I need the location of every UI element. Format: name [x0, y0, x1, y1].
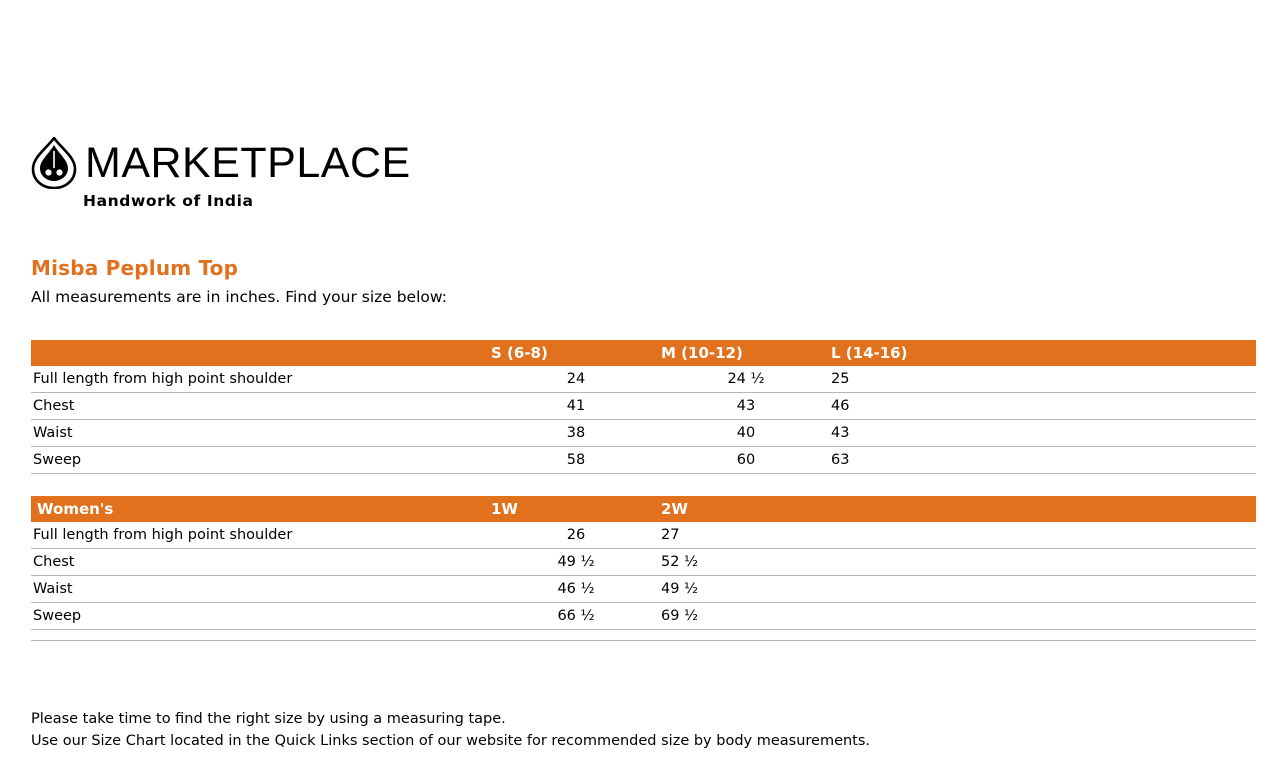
brand-logo [31, 137, 411, 210]
cell-value: 46 [831, 393, 1256, 420]
table-row [31, 576, 1256, 603]
cell-empty [831, 522, 1256, 549]
table-row [31, 366, 1256, 393]
cell-empty [31, 630, 491, 641]
row-label: Full length from high point shoulder [31, 522, 491, 549]
cell-value: 66 ½ [491, 603, 661, 630]
table-row [31, 420, 1256, 447]
cell-value: 25 [831, 366, 1256, 393]
brand-name: MARKETPLACE [85, 139, 411, 187]
logo-row [31, 137, 411, 189]
footnote-size-chart-link: Use our Size Chart located in the Quick Links section of our website for recommended size by body measurements. [31, 733, 871, 749]
brand-tagline: Handwork of India [83, 192, 254, 210]
page-title: Misba Peplum Top [31, 256, 239, 280]
table-row [31, 447, 1256, 474]
cell-empty [491, 630, 661, 641]
cell-value: 46 ½ [491, 576, 661, 603]
row-label: Waist [31, 576, 491, 603]
table-row [31, 549, 1256, 576]
page-subtitle: All measurements are in inches. Find your size below: [31, 288, 447, 306]
cell-empty [831, 549, 1256, 576]
cell-value: 60 [661, 447, 831, 474]
cell-value: 49 ½ [491, 549, 661, 576]
table-row [31, 522, 1256, 549]
cell-value: 26 [491, 522, 661, 549]
table-row [31, 393, 1256, 420]
table-footer-rule [31, 630, 1256, 641]
cell-value: 27 [661, 522, 831, 549]
column-header-2w: 2W [661, 496, 831, 522]
size-table-main [31, 340, 1256, 474]
row-label: Sweep [31, 447, 491, 474]
cell-empty [831, 630, 1256, 641]
cell-value: 43 [661, 393, 831, 420]
cell-value: 24 ½ [661, 366, 831, 393]
table-row [31, 603, 1256, 630]
cell-empty [661, 630, 831, 641]
cell-value: 69 ½ [661, 603, 831, 630]
cell-value: 52 ½ [661, 549, 831, 576]
row-label: Full length from high point shoulder [31, 366, 491, 393]
cell-value: 24 [491, 366, 661, 393]
footnote-measuring-tape: Please take time to find the right size by using a measuring tape. [31, 711, 506, 727]
cell-value: 63 [831, 447, 1256, 474]
cell-value: 58 [491, 447, 661, 474]
cell-value: 41 [491, 393, 661, 420]
table-header-row [31, 496, 1256, 522]
cell-empty [831, 603, 1256, 630]
row-label: Chest [31, 549, 491, 576]
row-label: Sweep [31, 603, 491, 630]
column-header-s: S (6-8) [491, 340, 661, 366]
table-header-row [31, 340, 1256, 366]
cell-value: 49 ½ [661, 576, 831, 603]
cell-value: 43 [831, 420, 1256, 447]
leaf-drop-logo-icon [31, 137, 77, 189]
row-label: Waist [31, 420, 491, 447]
column-header-womens: Women's [31, 496, 491, 522]
cell-value: 40 [661, 420, 831, 447]
cell-empty [831, 576, 1256, 603]
column-header-1w: 1W [491, 496, 661, 522]
column-header-l: L (14-16) [831, 340, 1256, 366]
size-table-womens [31, 496, 1256, 641]
cell-value: 38 [491, 420, 661, 447]
row-label: Chest [31, 393, 491, 420]
column-header-empty [831, 496, 1256, 522]
column-header-m: M (10-12) [661, 340, 831, 366]
column-header-label [31, 340, 491, 366]
